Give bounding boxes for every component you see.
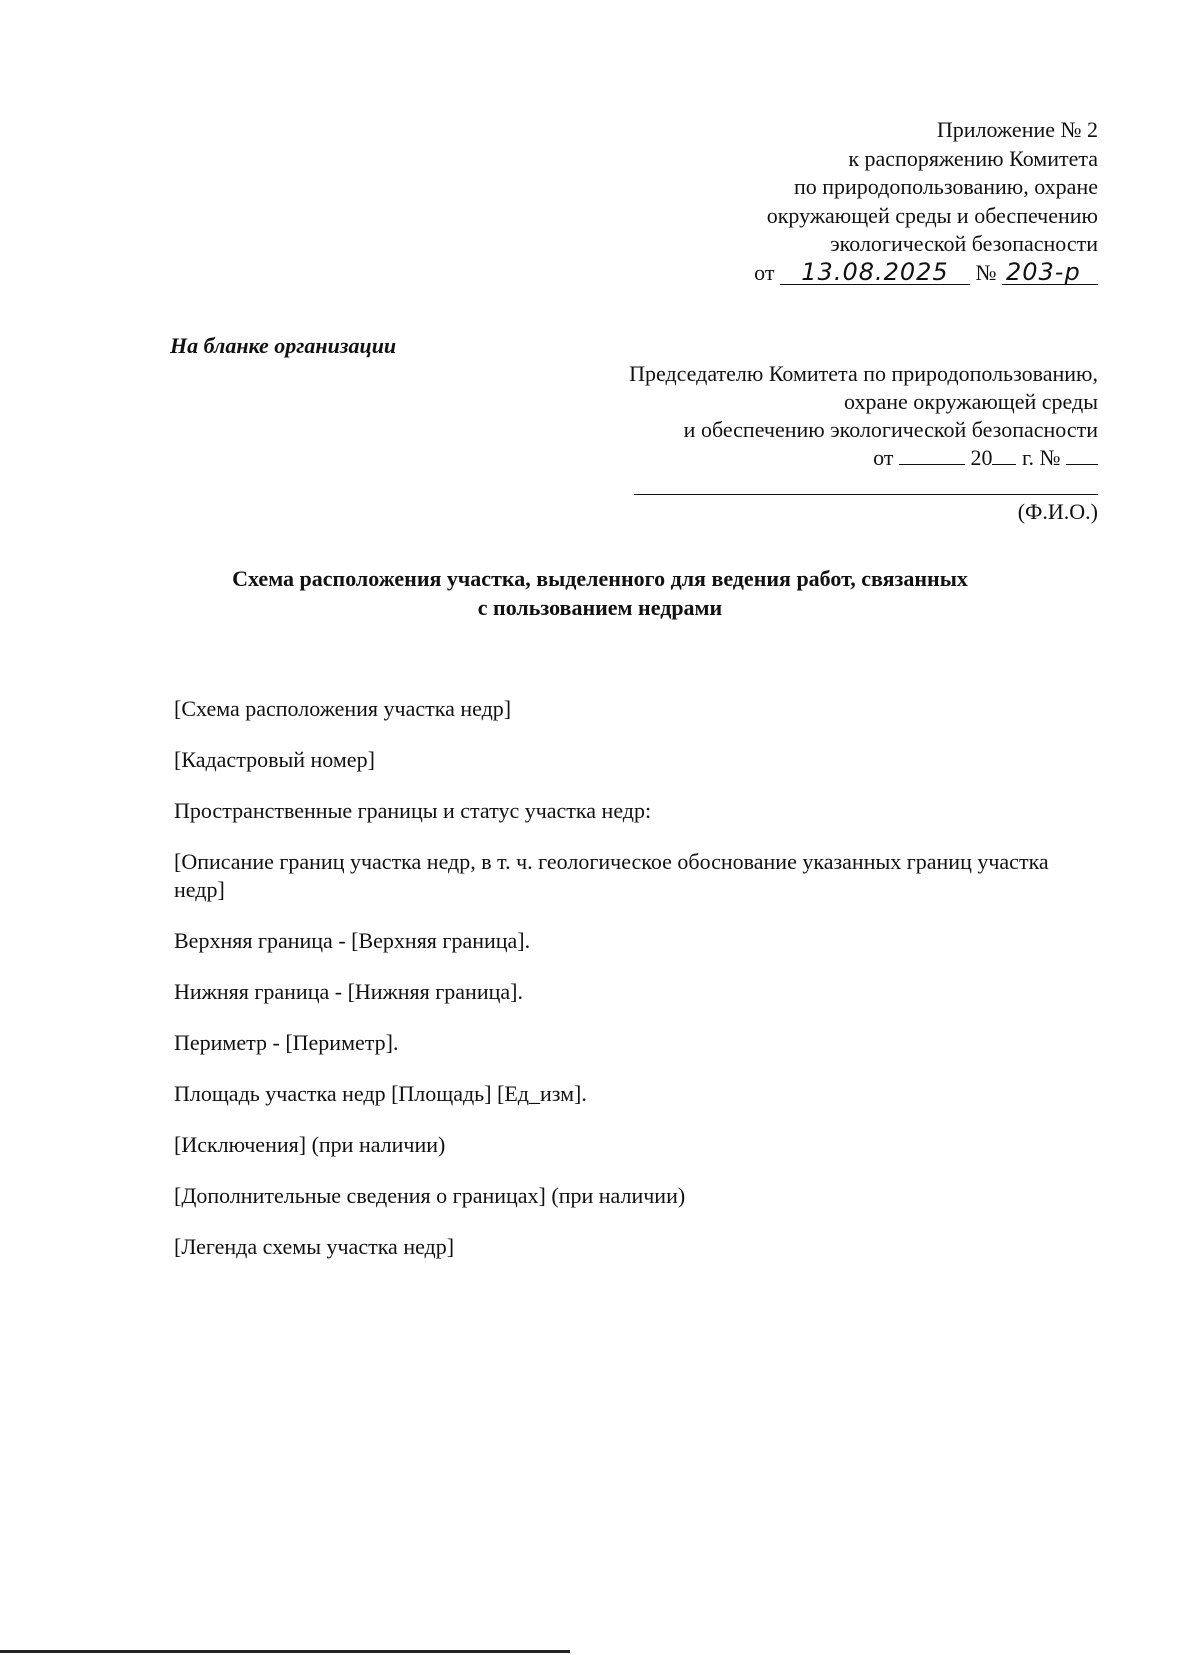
appendix-date-line <box>754 259 1098 288</box>
appendix-date-handwritten: 13.08.2025 <box>780 260 970 285</box>
date-blank <box>899 448 965 465</box>
title-line-2: с пользованием недрами <box>477 595 723 620</box>
appendix-title: Приложение № 2 <box>936 117 1098 142</box>
fio-label: (Ф.И.О.) <box>1017 499 1098 524</box>
scan-edge-line <box>0 1650 570 1653</box>
title-line-1: Схема расположения участка, выделенного для ведения работ, связанных <box>232 566 968 591</box>
appendix-line-2: к распоряжению Комитета <box>848 145 1098 171</box>
document-body <box>174 695 1074 1284</box>
addressee-year-prefix: 20 <box>970 445 993 470</box>
appendix-number-handwritten: 203-р <box>1002 260 1098 285</box>
addressee-line-3: и обеспечению экологической безопасности <box>683 417 1098 442</box>
body-additional-info: [Дополнительные сведения о границах] (при наличии) <box>174 1183 686 1208</box>
addressee-date-line <box>629 444 1098 472</box>
appendix-header <box>754 116 1098 287</box>
body-area: Площадь участка недр [Площадь] [Ед_изм]. <box>174 1081 587 1106</box>
appendix-number-prefix: № <box>975 259 997 285</box>
body-legend: [Легенда схемы участка недр] <box>174 1234 455 1259</box>
year-blank <box>992 448 1016 465</box>
fio-signature-block <box>634 494 1098 525</box>
appendix-line-3: по природопользованию, охране <box>793 174 1098 199</box>
addressee-date-prefix: от <box>873 445 894 470</box>
body-boundaries-description: [Описание границ участка недр, в т. ч. геологическое обоснование указанных границ участка недр] <box>174 849 1049 902</box>
letterhead-note: На бланке организации <box>170 333 397 358</box>
addressee-line-1: Председателю Комитета по природопользованию, <box>629 361 1098 386</box>
fio-rule <box>634 494 1098 495</box>
addressee-line-2: охране окружающей среды <box>844 389 1098 414</box>
body-boundaries-heading: Пространственные границы и статус участка недр: <box>174 798 652 823</box>
body-scheme-placeholder: [Схема расположения участка недр] <box>174 696 512 721</box>
document-title <box>150 564 1050 622</box>
body-exclusions: [Исключения] (при наличии) <box>174 1132 446 1157</box>
appendix-date-prefix: от <box>754 259 775 285</box>
appendix-line-5: экологической безопасности <box>830 231 1098 256</box>
body-perimeter: Периметр - [Периметр]. <box>174 1030 399 1055</box>
body-cadastral-number: [Кадастровый номер] <box>174 747 375 772</box>
body-upper-boundary: Верхняя граница - [Верхняя граница]. <box>174 928 531 953</box>
body-lower-boundary: Нижняя граница - [Нижняя граница]. <box>174 979 523 1004</box>
number-blank <box>1066 448 1098 465</box>
appendix-line-4: окружающей среды и обеспечению <box>766 202 1098 228</box>
addressee-number-label: г. № <box>1021 445 1061 470</box>
addressee-block <box>629 360 1098 472</box>
